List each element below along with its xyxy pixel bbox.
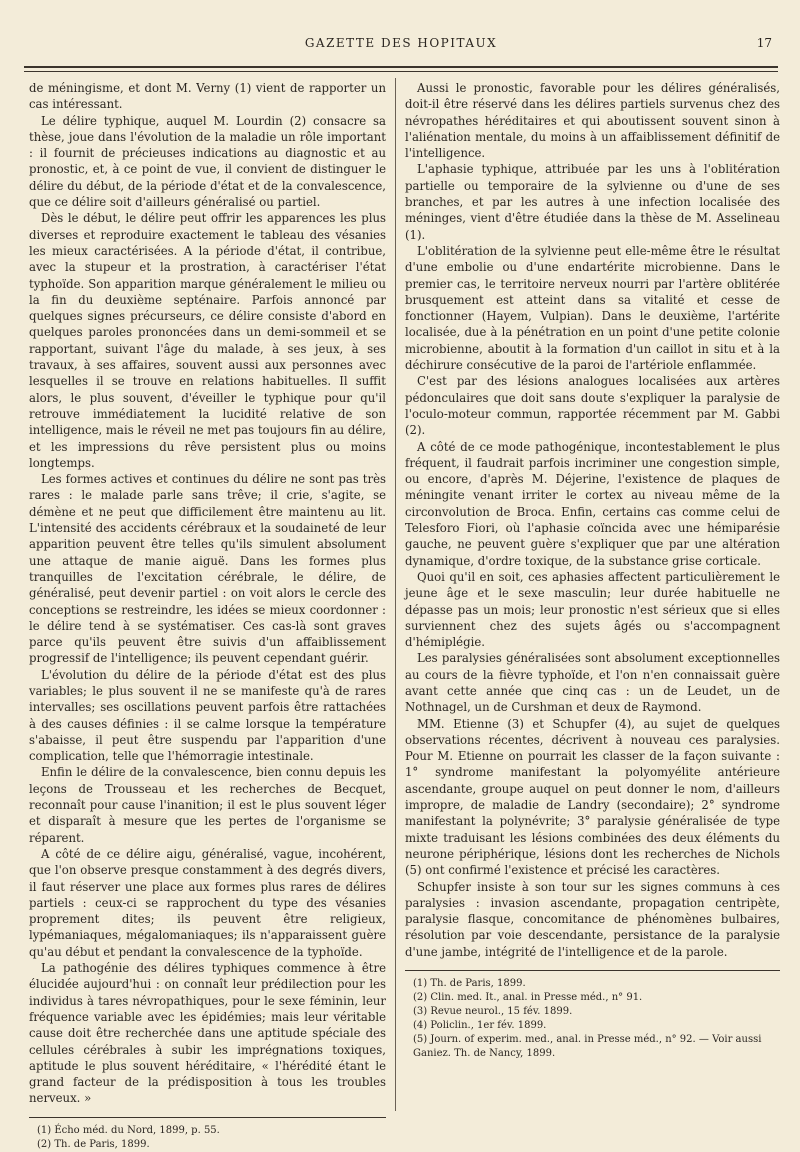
footnote: (5) Journ. of experim. med., anal. in Presse méd., n° 92. — Voir aussi Ganiez. Th. de Nancy, 1899. bbox=[413, 1034, 762, 1060]
paragraph: L'évolution du délire de la période d'état est des plus variables; le plus souvent il ne se manifeste qu'à de rares intervalles; ses oscillations peuvent parfois être rattachées à des causes définies : il se calme lorsque la température s'abaisse, il peut être suspendu par l'apparition d'une complication, telle que l'hémorragie intestinale. bbox=[29, 667, 386, 764]
footnote-rule bbox=[405, 970, 780, 971]
running-title: GAZETTE DES HOPITAUX bbox=[304, 36, 498, 50]
paragraph: L'oblitération de la sylvienne peut elle-même être le résultat d'une embolie ou d'une endartérite microbienne. Dans le premier cas, le territoire nerveux nourri par l'artère oblitérée brusquement est atteint dans sa vitalité et cesse de fonctionner (Hayem, Vulpian). Dans le deuxième, l'artérite localisée, due à la pénétration en un point d'une petite colonie microbienne, aboutit à la formation d'un caillot in situ et à la déchirure consécutive de la paroi de l'artériole enflammée. bbox=[405, 243, 780, 373]
paragraph: Les formes actives et continues du délire ne sont pas très rares : le malade parle sans trêve; il crie, s'agite, se démène et ne peut que difficilement être maintenu au lit. L'intensité des accidents cérébraux et la soudaineté de leur apparition peuvent être telles qu'ils simulent absolument une attaque de manie aiguë. Dans les formes plus tranquilles de l'excitation cérébrale, le délire, de généralisé, peut devenir partiel : on voit alors le cercle des conceptions se restreindre, les idées se mieux coordonner : le délire tend à se systématiser. Ces cas-là sont graves parce qu'ils peuvent être suivis d'un affaiblissement progressif de l'intelligence; ils peuvent cependant guérir. bbox=[29, 472, 386, 666]
footnote: (1) Écho méd. du Nord, 1899, p. 55. bbox=[37, 1124, 220, 1136]
paragraph: MM. Etienne (3) et Schupfer (4), au sujet de quelques observations récentes, décrivent à nouveau ces paralysies. Pour M. Etienne on pourrait les classer de la façon suivante : 1° syndrome manifestant la polyomyélite antérieure ascendante, groupe auquel on peut donner le nom, d'ailleurs impropre, de maladie de Landry (secondaire); 2° syndrome manifestant la polynévrite; 3° paralysie généralisée de type mixte traduisant les lésions combinées des deux éléments du neurone périphérique, lésions dont les recherches de Nichols (5) ont confirmé l'existence et précisé les caractères. bbox=[405, 716, 780, 878]
paragraph: Dès le début, le délire peut offrir les apparences les plus diverses et reproduire exactement le tableau des vésanies les mieux caractérisées. A la période d'état, il contribue, avec la stupeur et la prostration, à caractériser l'état typhoïde. Son apparition marque généralement le milieu ou la fin du deuxième septénaire. Parfois annoncé par quelques signes précurseurs, ce délire consiste d'abord en quelques paroles prononcées dans un demi-sommeil et se rapportant, suivant l'âge du malade, à ses jeux, à ses travaux, à ses affaires, souvent aussi aux personnes avec lesquelles il se trouve en relations habituelles. Il suffit alors, le plus souvent, d'éveiller le typhique pour qu'il retrouve immédiatement la lucidité relative de son intelligence, mais le réveil ne met pas toujours fin au délire, et les impressions du rêve persistent plus ou moins longtemps. bbox=[29, 211, 386, 470]
page-number: 17 bbox=[756, 36, 772, 50]
footnote: (3) Revue neurol., 15 fév. 1899. bbox=[413, 1006, 573, 1018]
footnote-rule bbox=[29, 1117, 386, 1118]
paragraph: Le délire typhique, auquel M. Lourdin (2) consacre sa thèse, joue dans l'évolution de la maladie un rôle important : il fournit de précieuses indications au diagnostic et au pronostic, et, à ce point de vue, il convient de distinguer le délire du début, de la période d'état et de la convalescence, que ce délire soit d'ailleurs généralisé ou partiel. bbox=[29, 113, 386, 210]
footnote: (2) Th. de Paris, 1899. bbox=[37, 1138, 150, 1150]
paragraph: C'est par des lésions analogues localisées aux artères pédonculaires que doit sans doute s'expliquer la paralysie de l'oculo-moteur commun, rapportée récemment par M. Gabbi (2). bbox=[405, 374, 780, 438]
paragraph: Enfin le délire de la convalescence, bien connu depuis les leçons de Trousseau et les recherches de Becquet, reconnaît pour cause l'inanition; il est le plus souvent léger et disparaît à mesure que les pertes de l'organisme se réparent. bbox=[29, 765, 386, 845]
header-rule-thin bbox=[24, 71, 778, 72]
paragraph: Schupfer insiste à son tour sur les signes communs à ces paralysies : invasion ascendante, propagation centripète, paralysie flasque, concomitance de phénomènes bulbaires, résolution par voie descendante, persistance de la paralysie d'une jambe, intégrité de l'intelligence et de la parole. bbox=[405, 879, 780, 959]
column-divider bbox=[395, 78, 396, 1111]
paragraph: A côté de ce délire aigu, généralisé, vague, incohérent, que l'on observe presque constamment à des degrés divers, il faut réserver une place aux formes plus rares de délires partiels : ceux-ci se rapprochent du type des vésanies proprement dites; ils peuvent être religieux, lypémaniaques, mégalomaniaques; ils n'apparaissent guère qu'au début et pendant la convalescence de la typhoïde. bbox=[29, 846, 386, 959]
paragraph: Aussi le pronostic, favorable pour les délires généralisés, doit-il être réservé dans les délires partiels survenus chez des névropathes héréditaires et qui aboutissent souvent sinon à l'aliénation mentale, du moins à un affaiblissement définitif de l'intelligence. bbox=[405, 81, 780, 161]
footnote: (1) Th. de Paris, 1899. bbox=[413, 978, 526, 990]
paragraph: de méningisme, et dont M. Verny (1) vient de rapporter un cas intéressant. bbox=[29, 81, 386, 112]
paragraph: A côté de ce mode pathogénique, incontestablement le plus fréquent, il faudrait parfois incriminer une congestion simple, ou encore, d'après M. Déjerine, l'existence de plaques de méningite venant irriter le cortex au niveau même de la circonvolution de Broca. Enfin, certains cas comme celui de Telesforo Fiori, où l'aphasie coïncida avec une hémiparésie gauche, ne peuvent guère s'expliquer que par une altération dynamique, d'ordre toxique, de la substance grise corticale. bbox=[405, 439, 780, 568]
paragraph: Les paralysies généralisées sont absolument exceptionnelles au cours de la fièvre typhoïde, et l'on n'en connaissait guère avant cette année que cinq cas : un de Leudet, un de Nothnagel, un de Curshman et deux de Raymond. bbox=[405, 651, 780, 715]
footnote: (4) Policlin., 1er fév. 1899. bbox=[413, 1020, 547, 1032]
footnote: (2) Clin. med. It., anal. in Presse méd., n° 91. bbox=[413, 992, 643, 1004]
paragraph: Quoi qu'il en soit, ces aphasies affectent particulièrement le jeune âge et le sexe masculin; leur durée habituelle ne dépasse pas un mois; leur pronostic n'est sérieux que si elles surviennent chez des sujets âgés ou s'accompagnent d'hémiplégie. bbox=[405, 569, 780, 650]
page-header bbox=[24, 36, 778, 60]
left-column bbox=[29, 80, 386, 1152]
paragraph: L'aphasie typhique, attribuée par les uns à l'oblitération partielle ou temporaire de la sylvienne ou d'une de ses branches, et par les autres à une infection localisée des méninges, vient d'être étudiée dans la thèse de M. Asselineau (1). bbox=[405, 162, 780, 242]
right-column bbox=[405, 80, 780, 1061]
paragraph: La pathogénie des délires typhiques commence à être élucidée aujourd'hui : on connaît leur prédilection pour les individus à tares névropathiques, pour le sexe féminin, leur fréquence variable avec les épidémies; mais leur véritable cause doit être recherchée dans une aptitude spéciale des cellules cérébrales à subir les imprégnations toxiques, aptitude le plus souvent héréditaire, « l'hérédité étant le grand facteur de la prédisposition à tous les troubles nerveux. » bbox=[29, 961, 386, 1106]
header-rule-thick bbox=[24, 66, 778, 68]
